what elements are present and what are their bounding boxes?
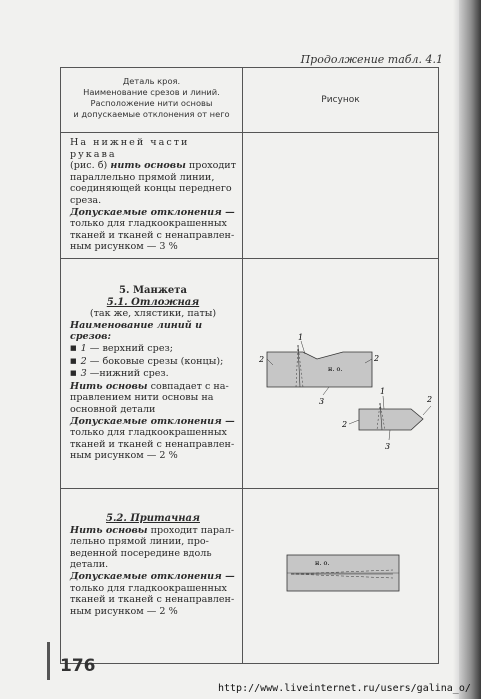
header-left-cell — [61, 68, 243, 133]
subsection-title: 5.2. Притачная — [105, 513, 200, 524]
grain-term: Нить основы — [70, 524, 148, 536]
leader-line — [423, 406, 431, 415]
table-row — [61, 489, 439, 664]
label-2: 2 — [427, 395, 433, 404]
label-3: 3 — [385, 442, 391, 451]
row3-text-cell — [61, 489, 243, 664]
text-line: только для гладкоокрашенных — [70, 218, 227, 230]
item-number: 1 — [80, 342, 87, 354]
text-line: веденной посередине вдоль — [70, 547, 212, 559]
table-header-row — [61, 68, 439, 133]
label-1: 1 — [380, 387, 386, 396]
text-line: только для гладкоокрашенных — [70, 582, 227, 594]
text-line: ным рисунком — 2 % — [70, 605, 178, 617]
text-line: правлением нити основы на — [70, 392, 214, 404]
table-row — [61, 259, 439, 489]
text-line: ным рисунком — 3 % — [70, 241, 178, 253]
source-url: http://www.liveinternet.ru/users/galina_o/ — [218, 683, 471, 694]
text-fragment: проходит парал- — [150, 524, 235, 536]
text-line: ным рисунком — 2 % — [70, 450, 178, 462]
row2-text-cell — [61, 259, 243, 489]
cuff-figure — [243, 259, 440, 484]
attached-cuff-figure — [243, 489, 440, 659]
label-1: 1 — [298, 333, 304, 342]
label-2: 2 — [342, 420, 348, 429]
subsection-note: (так же, хлястики, паты) — [89, 308, 217, 320]
tolerance-label: Допускаемые отклонения — — [70, 570, 235, 582]
subsection-title: 5.1. Отложная — [106, 296, 200, 308]
row1-text-cell — [61, 133, 243, 259]
leader-line — [389, 430, 390, 440]
header-line: и допускаемые отклонения от него — [73, 109, 230, 119]
text-fragment: проходит — [188, 160, 237, 172]
grain-term: Нить основы — [70, 380, 148, 392]
list-item — [70, 343, 236, 356]
table-continuation-caption: Продолжение табл. 4.1 — [300, 53, 443, 66]
text-line: среза. — [70, 194, 102, 206]
fig-ref: (рис. б) — [70, 160, 108, 172]
tab-shape — [359, 409, 423, 430]
leader-line — [349, 420, 359, 424]
page-number-bar — [47, 642, 50, 680]
tolerance-label: Допускаемые отклонения — — [70, 206, 235, 218]
text-line — [70, 525, 236, 537]
grain-label: н. о. — [328, 365, 343, 373]
label-3: 3 — [319, 397, 325, 406]
text-line: параллельно прямой линии, — [70, 171, 215, 183]
list-item — [70, 368, 236, 381]
table-row — [61, 133, 439, 259]
grain-label: н. о. — [315, 559, 330, 567]
text-line — [70, 160, 236, 172]
row1-figure-cell — [243, 133, 439, 259]
item-number: 3 — [80, 368, 87, 380]
tolerance-label: Допускаемые отклонения — — [70, 415, 235, 427]
text-line: лельно прямой линии, про- — [70, 536, 209, 548]
header-line: Деталь кроя. — [122, 76, 181, 86]
list-item — [70, 356, 236, 369]
header-right-cell: Рисунок — [243, 68, 439, 133]
spec-table — [60, 67, 439, 664]
text-line: соединяющей концы переднего — [70, 183, 232, 195]
label-2: 2 — [259, 355, 265, 364]
leader-line — [323, 387, 329, 395]
header-line: Расположение нити основы — [90, 98, 213, 108]
text-line: На нижней части рукава — [70, 137, 190, 160]
text-line: тканей и тканей с ненаправлен- — [70, 438, 235, 450]
item-text: — верхний срез; — [89, 342, 173, 354]
item-text: — боковые срезы (концы); — [89, 355, 224, 367]
item-text: —нижний срез. — [89, 368, 169, 380]
folded-cuff-shape — [267, 352, 372, 387]
page-number: 176 — [60, 656, 96, 676]
row3-figure-cell — [243, 489, 439, 664]
text-line: только для гладкоокрашенных — [70, 427, 227, 439]
text-line: детали. — [70, 559, 109, 571]
text-fragment: совпадает с на- — [150, 380, 229, 392]
text-line — [70, 381, 236, 393]
label-2: 2 — [374, 354, 380, 363]
book-spine — [459, 0, 481, 699]
text-line: тканей и тканей с ненаправлен- — [70, 594, 235, 606]
text-line: тканей и тканей с ненаправлен- — [70, 229, 235, 241]
section-title: 5. Манжета — [119, 285, 187, 296]
grain-term: нить основы — [110, 160, 186, 172]
leader-line — [383, 396, 384, 409]
text-line: основной детали — [70, 403, 156, 415]
header-line: Наименование срезов и линий. — [83, 87, 220, 97]
row2-figure-cell — [243, 259, 439, 489]
lines-label: Наименование линий и срезов: — [70, 319, 203, 343]
item-number: 2 — [80, 355, 87, 367]
